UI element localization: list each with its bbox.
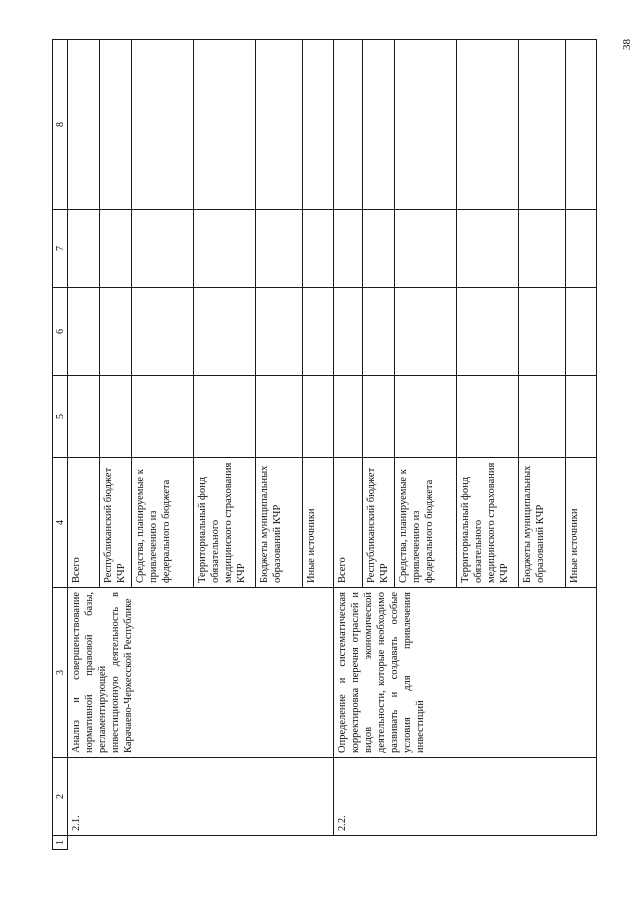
header-col-8: 8 [53, 40, 68, 210]
header-col-6: 6 [53, 288, 68, 376]
value-cell [566, 210, 597, 288]
value-cell [100, 40, 132, 210]
value-cell [566, 376, 597, 458]
source-cell: Республиканский бюджет КЧР [100, 458, 132, 588]
budget-table-rotated [52, 40, 597, 850]
section-number: 2.1. [68, 758, 334, 836]
budget-table [52, 39, 597, 850]
source-cell: Иные источники [566, 458, 597, 588]
value-cell [363, 40, 395, 210]
value-cell [100, 288, 132, 376]
source-cell: Республиканский бюджет КЧР [363, 458, 395, 588]
header-col-4: 4 [53, 458, 68, 588]
value-cell [395, 40, 457, 210]
section-description: Анализ и совершенствование нормативной правовой базы, регламентирующей инвестиционную деятельность в Карачаево-Черкесской Республике [68, 588, 334, 758]
value-cell [395, 210, 457, 288]
value-cell [132, 288, 194, 376]
source-cell: Средства, планируемые к привлечению из федерального бюджета [132, 458, 194, 588]
col1-empty [334, 836, 597, 850]
value-cell [194, 288, 256, 376]
value-cell [255, 288, 302, 376]
value-cell [566, 288, 597, 376]
header-col-2: 2 [53, 758, 68, 836]
value-cell [456, 376, 518, 458]
header-col-7: 7 [53, 210, 68, 288]
value-cell [132, 376, 194, 458]
value-cell [334, 376, 363, 458]
source-cell: Средства, планируемые к привлечению из федерального бюджета [395, 458, 457, 588]
value-cell [518, 40, 565, 210]
section-description: Определение и систематическая корректировка перечня отраслей и видов экономической деятельности, которые необходимо развивать и создавать особые условия для привлечения инвестиций [334, 588, 597, 758]
value-cell [456, 210, 518, 288]
value-cell [334, 40, 363, 210]
header-col-5: 5 [53, 376, 68, 458]
value-cell [303, 376, 334, 458]
section-number: 2.2. [334, 758, 597, 836]
value-cell [566, 40, 597, 210]
value-cell [363, 288, 395, 376]
value-cell [395, 376, 457, 458]
value-cell [303, 288, 334, 376]
source-cell: Иные источники [303, 458, 334, 588]
value-cell [194, 376, 256, 458]
value-cell [68, 40, 100, 210]
value-cell [132, 210, 194, 288]
value-cell [334, 288, 363, 376]
header-col-1: 1 [53, 836, 68, 850]
source-cell: Бюджеты муниципальных образований КЧР [255, 458, 302, 588]
value-cell [194, 40, 256, 210]
value-cell [334, 210, 363, 288]
value-cell [456, 40, 518, 210]
col1-empty [68, 836, 334, 850]
source-cell: Территориальный фонд обязательного медицинского страхования КЧР [456, 458, 518, 588]
value-cell [194, 210, 256, 288]
value-cell [363, 376, 395, 458]
source-cell: Территориальный фонд обязательного медицинского страхования КЧР [194, 458, 256, 588]
value-cell [132, 40, 194, 210]
header-row [53, 40, 68, 850]
value-cell [255, 210, 302, 288]
value-cell [100, 210, 132, 288]
value-cell [68, 288, 100, 376]
value-cell [518, 376, 565, 458]
value-cell [456, 288, 518, 376]
value-cell [255, 376, 302, 458]
value-cell [255, 40, 302, 210]
source-cell: Всего [334, 458, 363, 588]
value-cell [100, 376, 132, 458]
value-cell [303, 210, 334, 288]
header-col-3: 3 [53, 588, 68, 758]
value-cell [518, 288, 565, 376]
value-cell [303, 40, 334, 210]
table-row [334, 40, 363, 850]
value-cell [518, 210, 565, 288]
value-cell [68, 210, 100, 288]
value-cell [395, 288, 457, 376]
page-number: 38 [621, 39, 633, 50]
source-cell: Всего [68, 458, 100, 588]
source-cell: Бюджеты муниципальных образований КЧР [518, 458, 565, 588]
value-cell [363, 210, 395, 288]
value-cell [68, 376, 100, 458]
table-row [68, 40, 100, 850]
